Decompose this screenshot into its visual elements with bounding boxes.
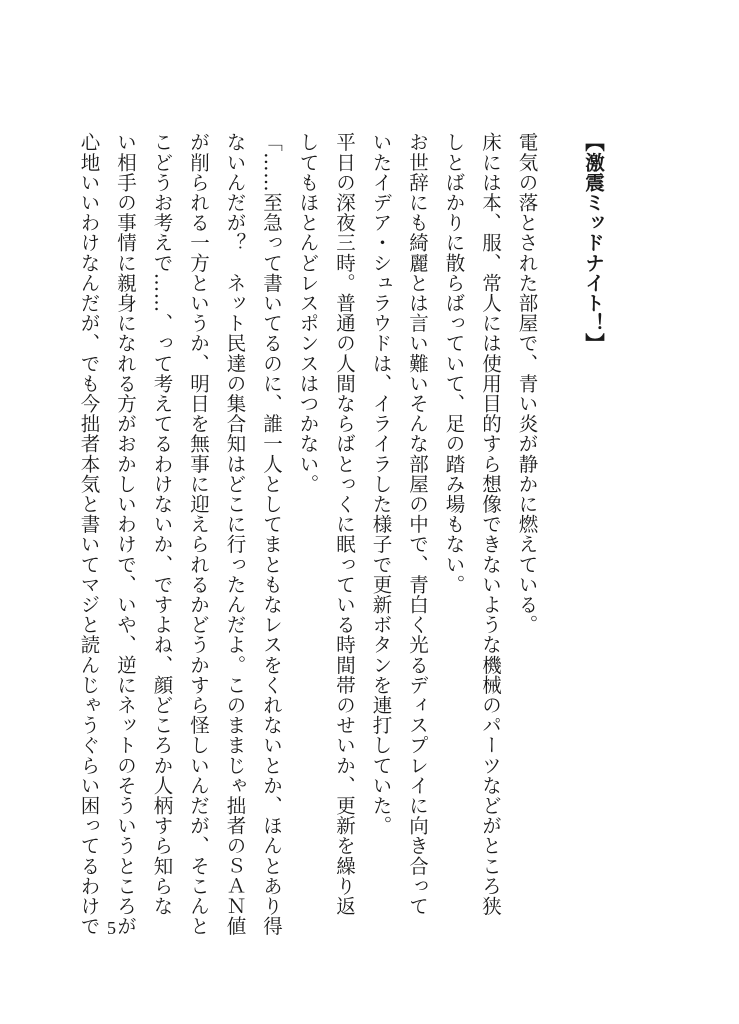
text-line: 「……至急って書いてるのに、誰一人としてまともなレスをくれないとか、ほんとあり得 [260,132,283,936]
text-line: い相手の事情に親身になれる方がおかしいわけで、いや、逆にネットのそういうところが [114,132,137,936]
text-line: してもほとんどレスポンスはつかない。 [296,132,320,494]
text-line: ないんだが？ ネット民達の集合知はどこに行ったんだよ。このままじゃ拙者のＳＡＮ値 [223,132,247,936]
vertical-text-block [70,132,611,936]
page-number: 5 [107,918,116,938]
text-line: 電気の落とされた部屋で、青い炎が静かに燃えている。 [515,132,539,635]
text-line: お世辞にも綺麗とは言い難いそんな部屋の中で、青白く光るディスプレイに向き合って [406,132,429,916]
chapter-title: 【激震ミッドナイト！】 [582,132,605,354]
text-line: が削られる一方というか、明日を無事に迎えられるかどうかすら怪しいんだが、そこんと [187,132,210,936]
text-line: 心地いいわけなんだが、でも今拙者本気と書いてマジと読んじゃうぐらい困ってるわけで [77,132,101,936]
text-line: こどうお考えで……、って考えてるわけないか、ですよね、顔どころか人柄すら知らな [150,132,174,916]
text-line: いたイデア・シュラウドは、イライラした様子で更新ボタンを連打していた。 [369,132,393,836]
text-line: 床には本、服、常人には使用目的すら想像できないような機械のパーツなどがところ狭 [479,132,502,916]
text-line: しとばかりに散らばっていて、足の踏み場もない。 [442,132,466,595]
text-line: 平日の深夜三時。普通の人間ならばとっくに眠っている時間帯のせいか、更新を繰り返 [333,132,356,916]
